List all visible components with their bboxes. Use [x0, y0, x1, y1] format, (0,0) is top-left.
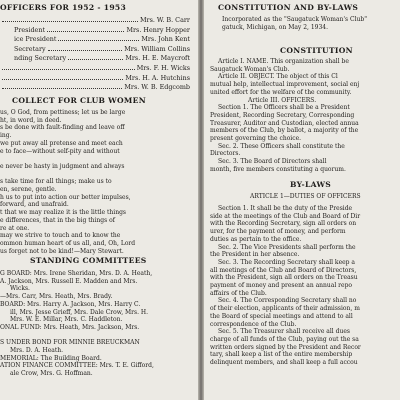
committees-text: [0, 270, 154, 378]
dot-leader: [2, 79, 123, 80]
intro-line: gatuck, Michigan, on May 2, 1934.: [222, 23, 329, 31]
bylaw-line: side at the meetings of the Club and Board of Dir: [210, 212, 361, 220]
dot-leader: [48, 50, 123, 51]
bylaw-line: the President in her absence.: [210, 251, 300, 259]
dot-leader: [2, 69, 135, 70]
officer-name: Mrs. H. A. Hutchins: [125, 73, 190, 82]
bylaw-line: affairs of the Club.: [210, 289, 267, 297]
officer-name: Mrs. John Kent: [141, 35, 190, 44]
committee-line: ill, Mrs. Jesse Grieff, Mrs. Dale Crow, Mrs. H.: [10, 308, 149, 316]
dot-leader: [2, 21, 138, 22]
bylaw-line: Sec. 5. The Treasurer shall receive all dues: [218, 328, 350, 336]
committee-line: [0, 332, 154, 340]
bylaw-line: with the President, sign all orders on the Treasu: [210, 274, 358, 282]
intro-text: [222, 16, 367, 31]
bylaw-line: tary, shall keep a list of the entire membership: [210, 351, 353, 359]
constitution-line: Saugatuck Woman's Club.: [210, 65, 290, 73]
constitution-line: Article I. NAME. This organization shall be: [218, 58, 349, 65]
bylaws-heading: BY-LAWS: [290, 180, 332, 189]
collect-line: e differences, that in the big things of: [0, 216, 115, 224]
constitution-line: Directors.: [210, 150, 241, 158]
bylaw-line: all meetings of the Club and Board of Directors,: [210, 266, 357, 274]
collect-heading: COLLECT FOR CLUB WOMEN: [12, 96, 146, 105]
constitution-line: month, five members constituting a quorum.: [210, 165, 346, 173]
bylaw-line: of their election, applicants of their admission, m: [210, 305, 360, 313]
collect-line: [0, 155, 135, 163]
collect-line: re at one.: [0, 224, 30, 232]
bylaw-line: Sec. 3. The Recording Secretary shall keep a: [218, 258, 355, 266]
constitution-line: mutual help, intellectual improvement, social enj: [210, 81, 360, 89]
committee-line: A. Jackson, Mrs. Russell E. Madden and Mrs.: [0, 277, 138, 285]
constitution-line: Article II. OBJECT. The object of this Cl: [218, 73, 338, 81]
collect-line: t that we may realize it is the little things: [0, 209, 126, 217]
collect-line: forward, and unafraid.: [0, 201, 69, 209]
collect-line: may we strive to touch and to know the: [0, 232, 121, 240]
collect-line: we put away all pretense and meet each: [0, 139, 123, 147]
constitution-line: Article III. OFFICERS.: [248, 96, 317, 104]
collect-line: ht, in word, in deed.: [0, 116, 62, 124]
committee-line: Wicks.: [10, 285, 30, 293]
collect-text: [0, 109, 135, 255]
committee-line: G BOARD: Mrs. Irene Sheridan, Mrs. D. A. Heath,: [0, 270, 153, 277]
bylaw-line: Sec. 4. The Corresponding Secretary shall no: [218, 297, 357, 305]
bylaw-line: Sec. 2. The Vice Presidents shall perform the: [218, 243, 356, 251]
constitution-line: united effort for the welfare of the community.: [210, 88, 352, 96]
collect-line: s be done with fault-finding and leave off: [0, 124, 125, 132]
bylaw-line: duties as pertain to the office.: [210, 235, 302, 243]
officer-name: Mrs. W. B. Edgcomb: [124, 83, 190, 92]
bylaw-line: written orders signed by the President and Recor: [210, 343, 361, 351]
collect-line: us forget not to be kind!—Mary Stewart.: [0, 247, 124, 255]
dot-leader: [2, 88, 122, 89]
officer-name: Mrs. W. B. Carr: [139, 16, 190, 24]
committee-line: BOARD: Mrs. Harry A. Jackson, Mrs. Harry C.: [0, 300, 141, 308]
collect-line: en, serene, gentle.: [0, 186, 57, 194]
bylaw-line: the Board of special meetings and attend to all: [210, 312, 353, 320]
committee-line: S UNDER BOND FOR MINNIE BREUCKMAN: [0, 339, 140, 347]
constitution-text: [210, 58, 359, 174]
dot-leader: [47, 31, 124, 32]
collect-line: h us to put into action our better impulses,: [0, 193, 131, 201]
bylaw-line: urer, for the payment of money, and perform: [210, 228, 346, 236]
collect-line: [0, 171, 135, 179]
officer-name: Mrs. F. H. Wicks: [136, 63, 190, 72]
collect-line: ing.: [0, 132, 12, 140]
committee-line: ale Crow, Mrs. G. Hoffman.: [10, 370, 93, 378]
officer-role: ice President: [14, 35, 57, 44]
collect-line: ommon human heart of us all, and, Oh, Lord: [0, 239, 136, 247]
bylaw-line: Section 1. It shall be the duty of the Preside: [218, 205, 353, 212]
officer-name: Mrs. H. E. Maycroft: [125, 54, 190, 63]
officer-role: President: [14, 25, 46, 34]
officer-row: [0, 84, 190, 94]
officer-role: Secretary: [14, 44, 46, 53]
bylaw-line: with the Recording Secretary, sign all orders on: [210, 220, 357, 228]
bylaw-line: payment of money and present an annual repo: [210, 282, 353, 290]
committee-line: Mrs. D. A. Heath.: [10, 347, 64, 355]
collect-line: us, O God, from pettiness; let us be large: [0, 109, 126, 116]
right-page: [204, 0, 400, 400]
dot-leader: [68, 59, 123, 60]
committee-line: MEMORIAL: The Building Board.: [0, 354, 102, 362]
collect-line: e never be hasty in judgment and always: [0, 162, 125, 170]
constitution-line: Sec. 3. The Board of Directors shall: [218, 158, 327, 166]
constitution-heading: CONSTITUTION: [280, 46, 353, 55]
officers-list: [0, 17, 190, 94]
bylaws-text: [210, 205, 361, 367]
constitution-line: Sec. 2. These Officers shall constitute the: [218, 142, 345, 150]
bylaw-line: delinquent members, and shall keep a full accou: [210, 359, 358, 367]
committee-line: —Mrs. Carr, Mrs. Heath, Mrs. Brady.: [0, 293, 113, 301]
intro-line: Incorporated as the "Saugatuck Woman's Club": [222, 16, 368, 23]
constitution-line: members of the Club, by ballot, a majority of the: [210, 127, 359, 135]
committee-line: Mrs. W. E. Millar, Mrs. C. Haddleton.: [10, 316, 123, 324]
officer-role: nding Secretary: [14, 54, 67, 63]
left-page: [0, 0, 198, 400]
officers-heading: OFFICERS FOR 1952 - 1953: [0, 3, 127, 12]
officer-name: Mrs. William Collins: [124, 44, 190, 53]
collect-line: s take time for all things; make us to: [0, 178, 112, 186]
officer-name: Mrs. Henry Hopper: [126, 25, 190, 34]
bylaw-line: correspondence of the Club.: [210, 320, 297, 328]
constitution-line: President, Recording Secretary, Corresponding: [210, 111, 355, 119]
dot-leader: [58, 40, 139, 41]
bylaw-line: charge of all funds of the Club, paying out the sa: [210, 335, 359, 343]
committee-line: ONAL FUND: Mrs. Heath, Mrs. Jackson, Mrs.: [0, 323, 140, 331]
article-heading: ARTICLE 1—DUTIES OF OFFICERS: [250, 193, 361, 200]
constitution-bylaws-heading: CONSTITUTION AND BY-LAWS: [218, 3, 359, 12]
committee-line: ATION FINANCE COMMITTEE: Mrs. T. E. Gifford,: [0, 362, 154, 370]
constitution-line: present governing the choice.: [210, 135, 302, 143]
constitution-line: Section 1. The Officers shall be a President: [218, 104, 350, 112]
constitution-line: Treasurer, Auditor and Custodian, elected annua: [210, 119, 359, 127]
committees-heading: STANDING COMMITTEES: [30, 256, 147, 265]
collect-line: e to face—without self-pity and without: [0, 147, 120, 155]
